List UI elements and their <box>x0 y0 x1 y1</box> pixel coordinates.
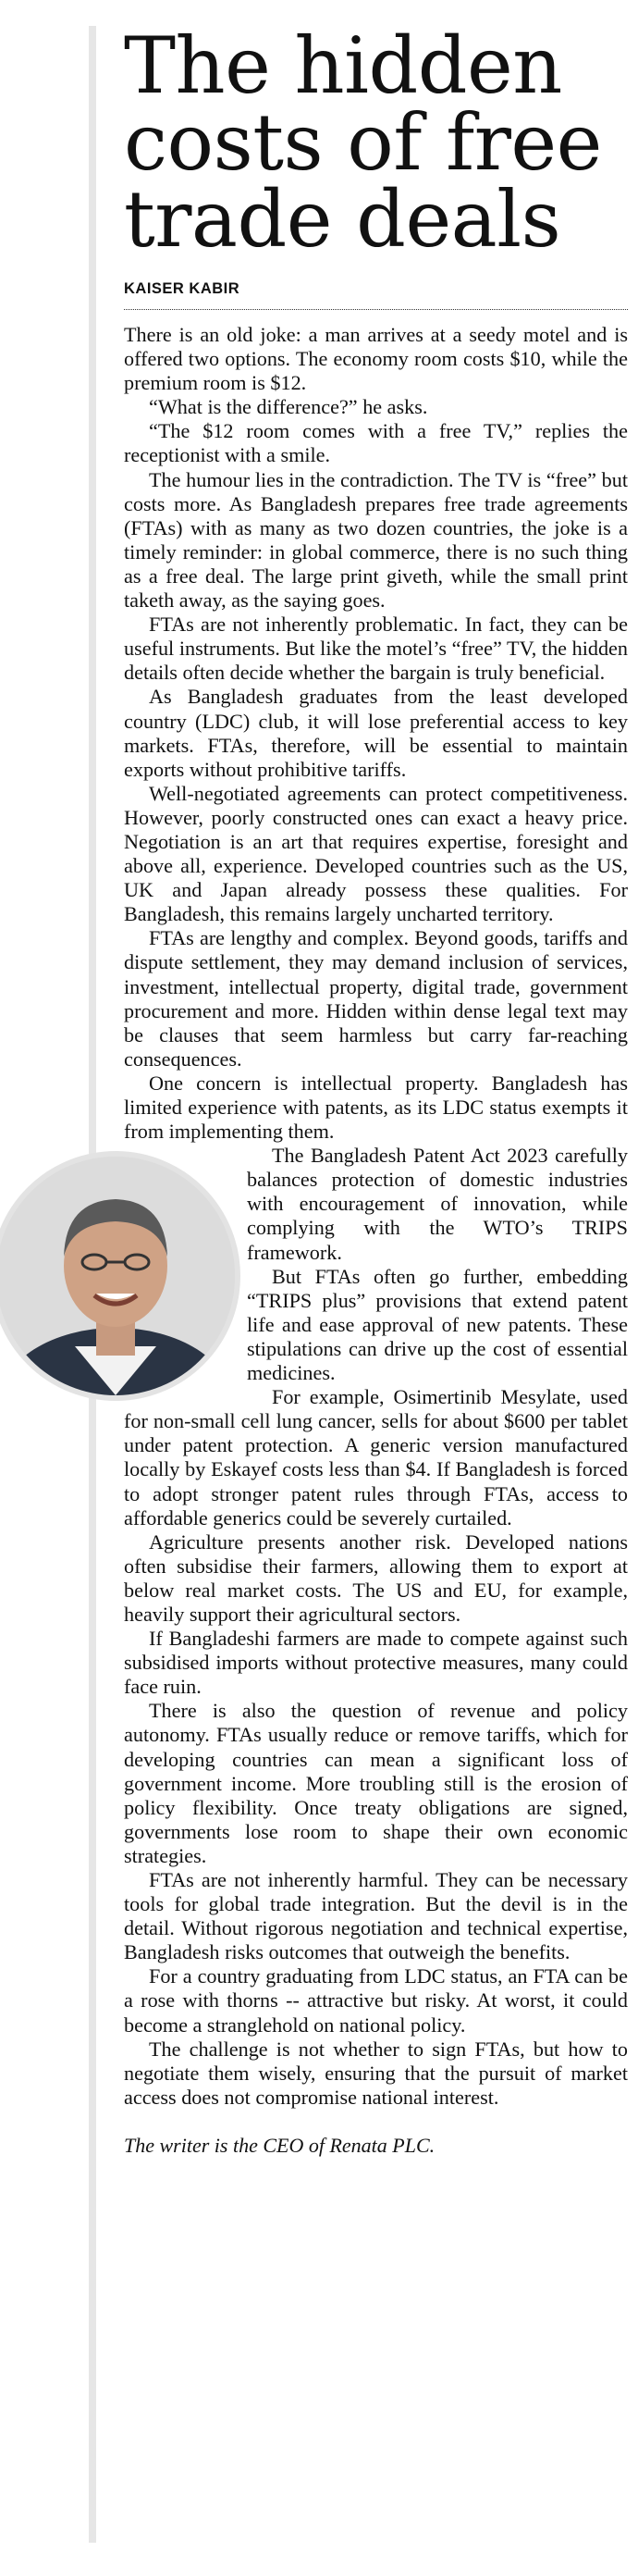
paragraph: But FTAs often go further, embedding “TRIPS plus” provisions that extend patent life and ease approval of new patents. These stipulations can drive up the cost of essential medicines. <box>247 1264 628 1385</box>
paragraph: “The $12 room comes with a free TV,” replies the receptionist with a smile. <box>124 419 628 467</box>
opinion-article <box>124 20 628 2158</box>
paragraph: FTAs are lengthy and complex. Beyond goods, tariffs and dispute settlement, they may demand inclusion of services, investment, intellectual property, digital trade, government procurement and more. Hidden within dense legal text may be clauses that seem harmless but carry far-reaching consequences. <box>124 926 628 1071</box>
paragraph: Agriculture presents another risk. Developed nations often subsidise their farmers, allowing them to export at below real market costs. The US and EU, for example, heavily support their agricultural sectors. <box>124 1530 628 1626</box>
paragraph: The challenge is not whether to sign FTAs, but how to negotiate them wisely, ensuring that the pursuit of market access does not compromise national interest. <box>124 2037 628 2109</box>
paragraph: There is an old joke: a man arrives at a seedy motel and is offered two options. The economy room costs $10, while the premium room is $12. <box>124 323 628 395</box>
paragraph: “What is the difference?” he asks. <box>149 395 428 419</box>
paragraph: If Bangladeshi farmers are made to compete against such subsidised imports without protective measures, many could face ruin. <box>124 1627 628 1699</box>
paragraph: FTAs are not inherently problematic. In fact, they can be useful instruments. But like the motel’s “free” TV, the hidden details often decide whether the bargain is truly beneficial. <box>124 613 628 685</box>
paragraph: Well-negotiated agreements can protect competitiveness. However, poorly constructed ones can exact a heavy price. Negotiation is an art that requires expertise, foresight and above all, experience. Developed countries such as the US, UK and Japan already possess these qualities. For Bangladesh, this remains largely uncharted territory. <box>124 781 628 926</box>
author-photo-wrapper <box>0 1144 252 1403</box>
byline: KAISER KABIR <box>124 280 628 310</box>
paragraph: The Bangladesh Patent Act 2023 carefully balances protection of domestic industries with encouragement of innovation, while complying with the WTO’s TRIPS framework. <box>247 1144 628 1264</box>
paragraph: For a country graduating from LDC status, an FTA can be a rose with thorns -- attractive but risky. At worst, it could become a stranglehold on national policy. <box>124 1964 628 2037</box>
article-body <box>124 323 628 2110</box>
paragraph: As Bangladesh graduates from the least developed country (LDC) club, it will lose preferential access to key markets. FTAs, therefore, will be essential to maintain exports without prohibitive tariffs. <box>124 685 628 781</box>
paragraph: The humour lies in the contradiction. The TV is “free” but costs more. As Bangladesh prepares free trade agreements (FTAs) with as many as two dozen countries, the joke is a timely reminder: in global commerce, there is no such thing as a free deal. The large print giveth, while the small print taketh away, as the saying goes. <box>124 467 628 613</box>
paragraph: For example, Osimertinib Mesylate, used for non-small cell lung cancer, sells for about $600 per tablet under patent protection. A generic version manufactured locally by Eskayef costs less than $4. If Bangladesh is forced to adopt stronger patent rules through FTAs, access to affordable generics could be severely curtailed. <box>124 1385 628 1530</box>
paragraph: FTAs are not inherently harmful. They can be necessary tools for global trade integration. But the devil is in the detail. Without rigorous negotiation and technical expertise, Bangladesh risks outcomes that outweigh the benefits. <box>124 1868 628 1964</box>
author-photo <box>0 1151 240 1401</box>
headline: The hidden costs of free trade deals <box>124 20 602 265</box>
paragraph: One concern is intellectual property. Bangladesh has limited experience with patents, as its LDC status exempts it from implementing them. <box>124 1071 628 1144</box>
paragraph: There is also the question of revenue and policy autonomy. FTAs usually reduce or remove tariffs, which for developing countries can mean a significant loss of government income. More troubling still is the erosion of policy flexibility. Once treaty obligations are signed, governments lose room to shape their own economic strategies. <box>124 1699 628 1867</box>
author-note: The writer is the CEO of Renata PLC. <box>124 2133 436 2157</box>
author-portrait-image <box>0 1157 235 1395</box>
